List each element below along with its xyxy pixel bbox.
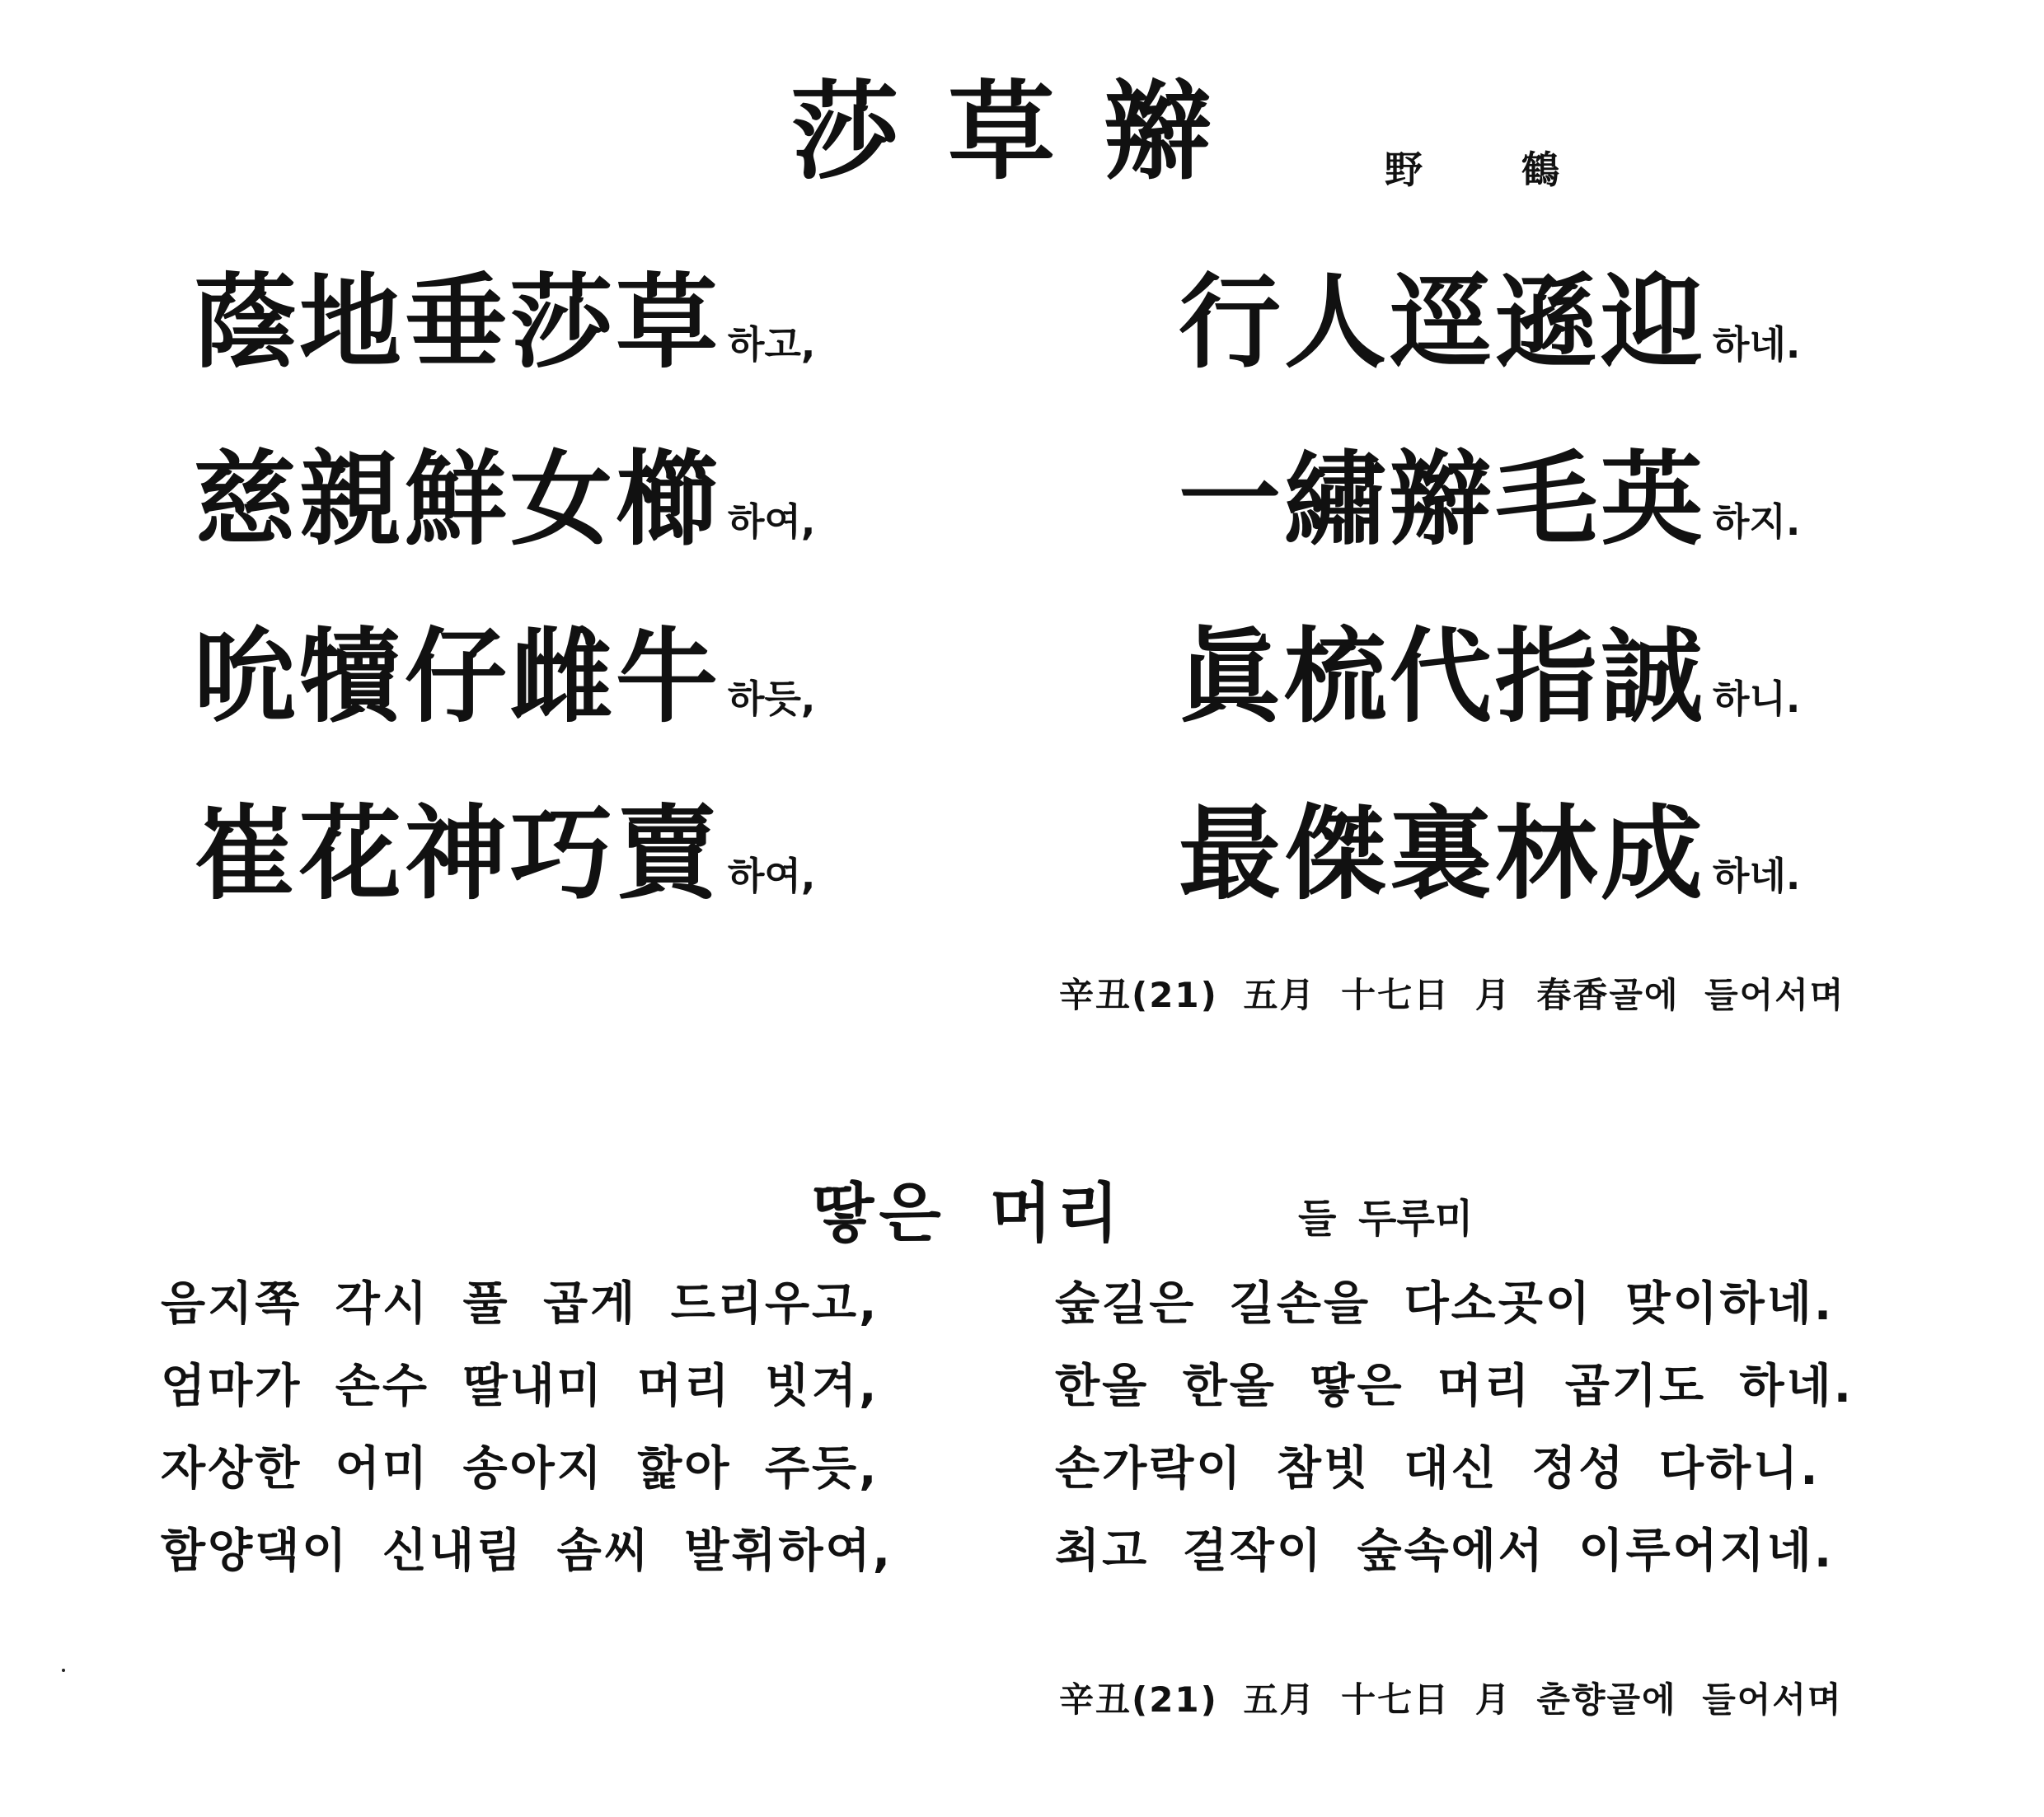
poem1-left-line-1 xyxy=(194,263,816,382)
poem2-date-line: 辛丑(21) 五月 十七日 月 춘향골에 들어서며 xyxy=(1059,1679,1843,1720)
poem1-left-line-3-suffix: 하듯, xyxy=(728,677,816,721)
poem1-right-line-4-text: 最傑裏林成 xyxy=(1179,794,1707,914)
poem2-left-line-2: 엄마가 손수 딸내미 머리 빗겨, xyxy=(161,1360,879,1413)
poem1-left-line-2-text: 慈親鮮女櫛 xyxy=(194,440,722,560)
poem1-left-line-4-suffix: 하여, xyxy=(728,854,816,898)
poem1-left-line-3 xyxy=(194,617,816,737)
poem1-left-line-4 xyxy=(194,794,816,914)
poem2-title: 땋은 머리 xyxy=(812,1177,1124,1251)
poem1-right-line-2-suffix: 하지. xyxy=(1713,499,1801,544)
poem1-right-line-3-text: 眞梳代指誠 xyxy=(1179,617,1707,737)
poem2-left-line-4: 함양댁이 신내림 솜씨 발휘하여, xyxy=(161,1524,893,1578)
poem1-right-line-1-text: 行人逕遜迎 xyxy=(1179,263,1707,382)
poem1-right-line-4-suffix: 하네. xyxy=(1713,854,1801,898)
poem1-title: 莎草辮 xyxy=(791,68,1262,194)
poem1-left-line-3-text: 吮犢仔雌牛 xyxy=(194,617,722,737)
poem1-right-line-3-suffix: 하니. xyxy=(1713,677,1801,721)
poem1-left-line-2-suffix: 하여, xyxy=(728,499,816,544)
poem1-left-line-1-suffix: 하고, xyxy=(728,322,816,367)
poem1-right-line-4 xyxy=(1179,794,1801,914)
poem2-right-line-4: 최고 걸작이 숲속에서 이루어지네. xyxy=(1055,1524,1835,1578)
poem1-left-line-1-text: 蔭地垂莎草 xyxy=(194,263,722,382)
poem2-author: 들 두루미 xyxy=(1298,1196,1474,1242)
poem1-left-line-2 xyxy=(194,440,816,560)
poem1-right-line-1 xyxy=(1179,263,1801,382)
scan-speck xyxy=(62,1669,65,1672)
poem1-right-line-3 xyxy=(1179,617,1801,737)
poem1-date-line: 辛丑(21) 五月 十七日 月 春香골에 들어서며 xyxy=(1059,975,1845,1015)
poem2-left-line-1: 음지쪽 각시 풀 곱게 드리우고, xyxy=(161,1277,879,1331)
poem2-right-line-1: 숲길은 길손을 다소곳이 맞이하네. xyxy=(1055,1277,1835,1331)
poem1-right-line-1-suffix: 하네. xyxy=(1713,322,1801,367)
poem2-right-line-2: 한올 한올 땋은 머리 곱기도 하네. xyxy=(1055,1360,1854,1413)
poem2-left-line-3: 자상한 어미 송아지 핥아 주듯, xyxy=(161,1442,879,1496)
poem2-right-line-3: 손가락이 참빗 대신 정성 다하니. xyxy=(1055,1442,1821,1496)
poem1-right-line-2 xyxy=(1179,440,1801,560)
poem1-right-line-2-text: 一繡辮毛英 xyxy=(1179,440,1707,560)
poem1-left-line-4-text: 崔花神巧賣 xyxy=(194,794,722,914)
poem1-author: 野鶴 xyxy=(1385,148,1658,192)
